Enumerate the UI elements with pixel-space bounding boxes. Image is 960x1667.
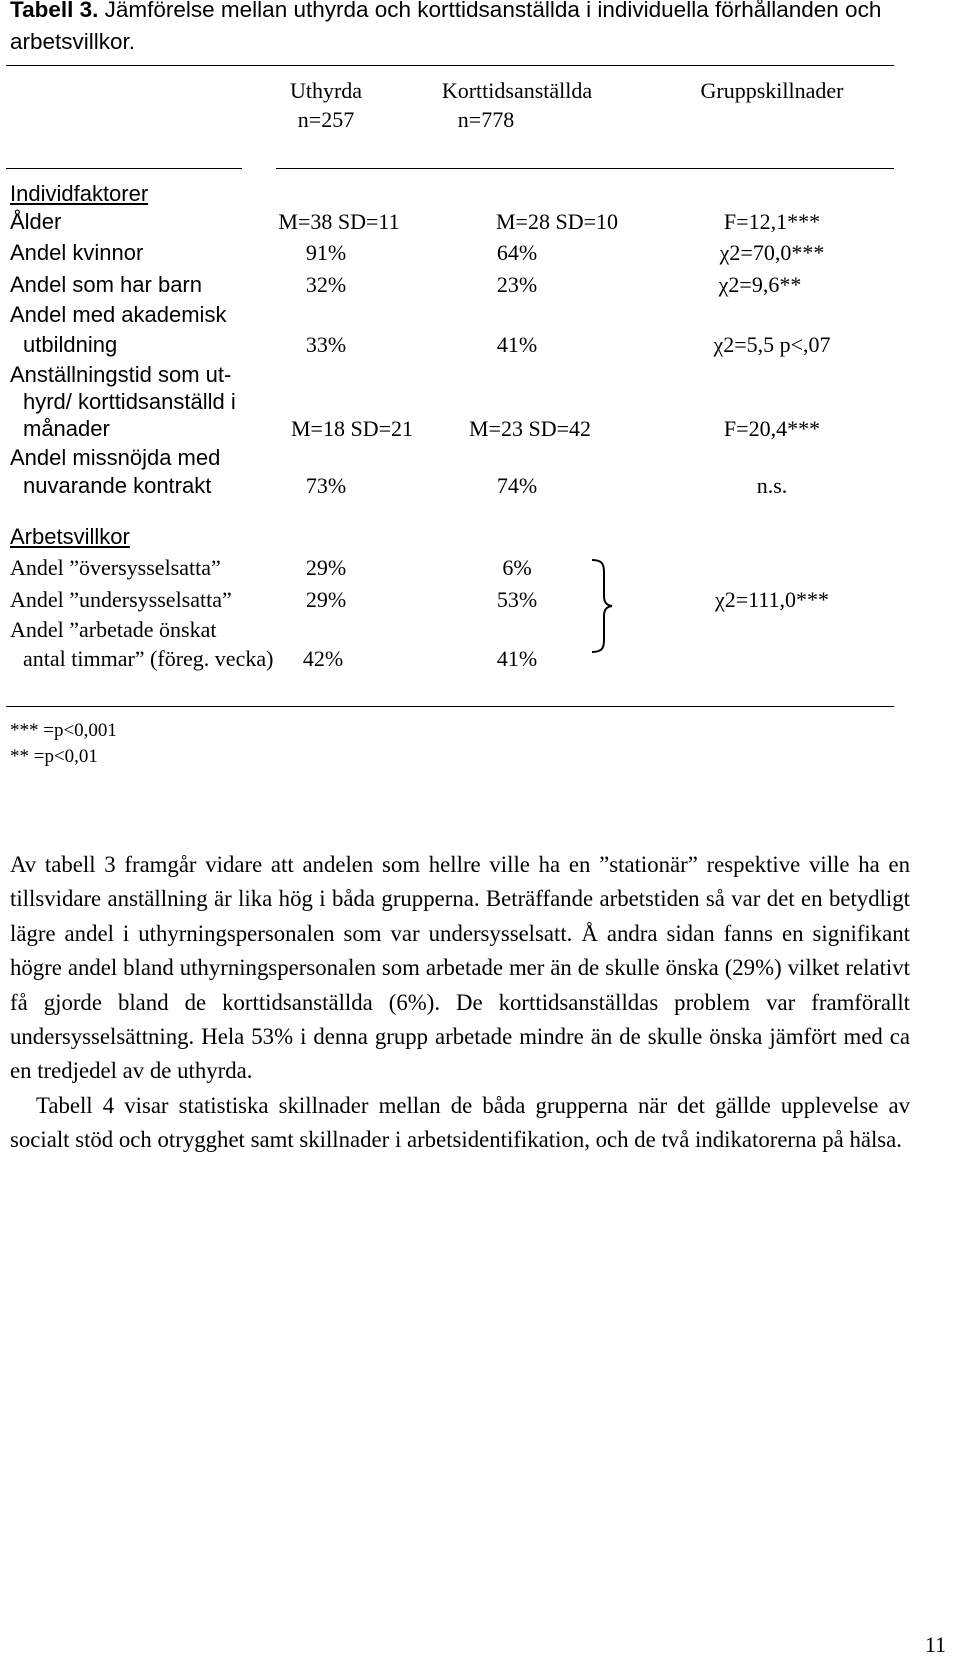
cell-korttid: 74% — [496, 473, 538, 498]
header-rule-left — [6, 168, 242, 169]
row-label: Andel som har barn — [10, 272, 202, 297]
row-label-cont: hyrd/ korttidsanställd i — [23, 389, 236, 414]
table-bottom-rule — [6, 706, 894, 707]
cell-diff: χ2=9,6** — [718, 272, 802, 297]
cell-korttid: 41% — [496, 332, 538, 357]
cell-uthyrda: 42% — [302, 646, 344, 671]
cell-korttid: 64% — [496, 240, 538, 265]
cell-diff: n.s. — [756, 473, 788, 498]
cell-korttid: 6% — [502, 555, 532, 580]
cell-korttid: 23% — [496, 272, 538, 297]
row-label-cont: nuvarande kontrakt — [23, 473, 212, 498]
table-caption-text: Jämförelse mellan uthyrda och korttidsanställda i individuella förhållanden och arbetsvillkor. — [10, 0, 882, 54]
cell-uthyrda: 32% — [305, 272, 347, 297]
cell-uthyrda: 73% — [305, 473, 347, 498]
cell-uthyrda: 29% — [305, 587, 347, 612]
grouping-brace — [588, 558, 618, 654]
row-label: Anställningstid som ut- — [10, 362, 232, 387]
cell-korttid: M=23 SD=42 — [469, 416, 591, 441]
row-label: Andel med akademisk — [10, 302, 227, 327]
header-gruppskillnader: Gruppskillnader — [700, 78, 844, 103]
body-text — [10, 848, 910, 1158]
note-p001: ** =p<0,01 — [10, 746, 98, 767]
cell-uthyrda: 91% — [305, 240, 347, 265]
paragraph-1: Av tabell 3 framgår vidare att andelen som hellre ville ha en ”stationär” respektive ville ha en tillsvidare anställning är lika hög i båda grupperna. Beträffande arbetstiden så var det en betydligt lägre andel i uthyrningspersonalen som var undersysselsatt. Å andra sidan fanns en signifikant högre andel bland uthyrningspersonalen som arbetade mer än de skulle önska (29%) vilket relativt få gjorde bland de korttidsanställda (6%). De korttidsanställdas problem var framförallt undersysselsättning. Hela 53% i denna grupp arbetade mindre än de skulle önska jämfört med ca en tredjedel av de uthyrda. — [10, 852, 910, 1084]
row-label-cont: antal timmar” (föreg. vecka) — [23, 646, 274, 671]
row-label: Andel ”arbetade önskat — [10, 617, 217, 642]
section-individfaktorer: Individfaktorer — [10, 181, 149, 206]
cell-diff: F=20,4*** — [723, 416, 821, 441]
row-label: Andel missnöjda med — [10, 445, 221, 470]
row-label: Andel kvinnor — [10, 240, 144, 265]
cell-diff: χ2=70,0*** — [719, 240, 825, 265]
header-uthyrda-n: n=257 — [297, 107, 355, 132]
section-arbetsvillkor: Arbetsvillkor — [10, 524, 130, 549]
paragraph-2: Tabell 4 visar statistiska skillnader mellan de båda grupperna när det gällde upplevelse av socialt stöd och otrygghet samt skillnader i arbetsidentifikation, och de två indikatorerna på hälsa. — [10, 1092, 910, 1153]
row-label-cont: utbildning — [23, 332, 118, 357]
row-label: Andel ”undersysselsatta” — [10, 587, 232, 612]
header-uthyrda: Uthyrda — [289, 78, 363, 103]
row-label-cont: månader — [23, 416, 110, 441]
cell-uthyrda: 33% — [305, 332, 347, 357]
table-top-rule — [6, 65, 894, 66]
cell-korttid: 41% — [496, 646, 538, 671]
row-label: Andel ”översysselsatta” — [10, 555, 221, 580]
table-caption — [10, 0, 940, 58]
note-p0001: *** =p<0,001 — [10, 720, 117, 741]
table-caption-label: Tabell 3. — [10, 0, 99, 22]
row-label: Ålder — [10, 209, 62, 234]
header-korttid: Korttidsanställda — [441, 78, 593, 103]
cell-uthyrda: 29% — [305, 555, 347, 580]
cell-korttid: M=28 SD=10 — [496, 209, 618, 234]
cell-diff: χ2=5,5 p<,07 — [713, 332, 831, 357]
cell-uthyrda: M=18 SD=21 — [291, 416, 413, 441]
cell-diff: χ2=111,0*** — [714, 587, 830, 612]
cell-uthyrda: M=38 SD=11 — [278, 209, 400, 234]
page-number: 11 — [924, 1632, 946, 1657]
cell-diff: F=12,1*** — [723, 209, 821, 234]
header-rule-right — [276, 168, 894, 169]
cell-korttid: 53% — [496, 587, 538, 612]
header-korttid-n: n=778 — [457, 107, 515, 132]
